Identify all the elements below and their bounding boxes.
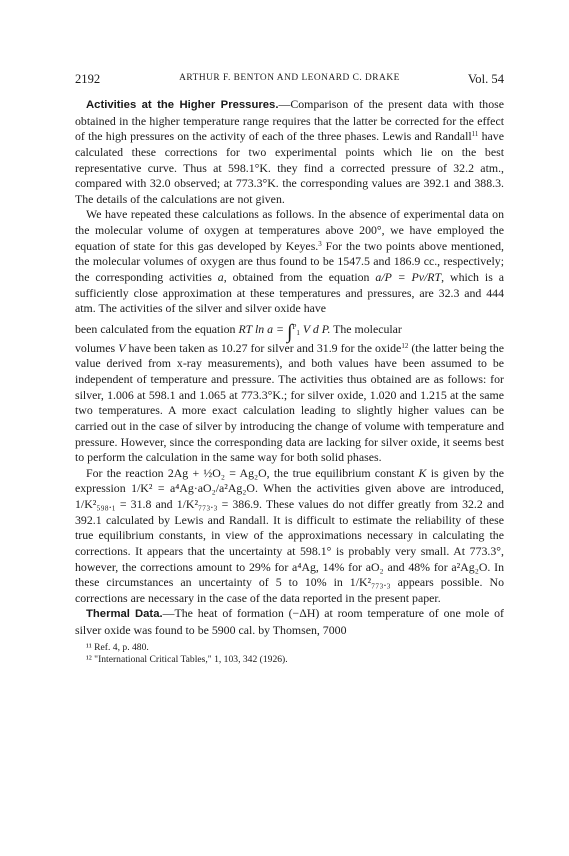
volume-label: Vol. 54: [467, 72, 504, 86]
article-body: [75, 97, 504, 666]
ref-12: 12: [401, 341, 409, 350]
ref-11: 11: [471, 130, 479, 139]
ref-3: 3: [318, 239, 322, 248]
paragraph-volumes: volumes V have been taken as 10.27 for silver and 31.9 for the oxide$^{12}$ (the latter being the value derived from x-ray measurements), and both values have been assumed to be independent of temperature and pressure. The activities thus obtained are as follows: for silver, 1.006 at 598.1 and 1.065 at 773.3°K.; for silver oxide, 1.020 and 1.215 at the same two temperatures. A more exact calculation leading to slightly higher values can be carried out in the case of silver by introducing the change of volume with temperature and pressure. However, since the corresponding data are lacking for silver oxide, it seems best to perform the calculation in the same way for both solid phases.: [75, 340, 505, 465]
paragraph-thermal: Thermal Data.—The heat of formation (−ΔH) at room temperature of one mole of silver oxide was found to be 5900 cal. by Thomsen, 7000: [75, 606, 504, 637]
paragraph-repeated-calculations: We have repeated these calculations as follows. In the absence of experimental data on the molecular volume of oxygen at temperatures above 200°, we have employed the equation of state for this gas developed by Keyes.$^3$ For the two points above mentioned, the molecular volumes of oxygen are thus found to be 1547.5 and 186.9 cc., respectively; the corresponding activities a, obtained from the equation a/P = Pv/RT, which is a sufficiently close approximation at these temperatures and pressures, are 32.3 and 444 atm. The activities of the silver and silver oxide have: [75, 207, 504, 316]
integral-sign: ∫: [287, 320, 293, 343]
paragraph-activities: Activities at the Higher Pressures.—Comparison of the present data with those obtained in the higher temperature range requires that the latter be corrected for the effect of the high pressures on the activity of each of the three phases. Lewis and Randall$^{11}$ have calculated these corrections for two experimental points which lie on the best representative curve. Thus at 598.1°K. they find a corrected pressure of 32.2 atm., compared with 32.0 observed; at 773.3°K. the corresponding values are 392.1 and 388.3. The details of the calculations are not given.: [75, 97, 504, 206]
page-number: 2192: [75, 72, 101, 86]
paragraph-equilibrium: For the reaction 2Ag + ½O₂ = Ag₂O, the true equilibrium constant K is given by the expression 1/K² = a⁴Ag·aO₂/a²Ag₂O. When the activities given above are introduced, 1/K²₅₉₈.₁ = 31.8 and 1/K²₇₇₃.₃ = 386.9. These values do not differ greatly from 32.2 and 392.1 calculated by Lewis and Randall. It is difficult to estimate the reliability of these true equilibrium constants, in view of the approximations necessary in calculating the corrections. It appears that the uncertainty at 598.1° is probably very small. At 773.3°, however, the corrections amount to 29% for a⁴Ag, 14% for aO₂ and 48% for a²Ag₂O. In these circumstances an uncertainty of 5 to 10% in 1/K²₇₇₃.₃ appears possible. No corrections are necessary in the case of the data reported in the present paper.: [75, 465, 505, 605]
page-header: [75, 72, 504, 88]
equation-line: been calculated from the equation RT ln a = ∫$^P_1$ V d P. The molecular: [75, 320, 402, 343]
section-heading-thermal: Thermal Data.: [86, 608, 163, 621]
running-title: ARTHUR F. BENTON AND LEONARD C. DRAKE: [179, 73, 400, 83]
footnote-12: ¹² "International Critical Tables," 1, 103, 342 (1926).: [86, 653, 288, 665]
journal-page: [75, 72, 505, 665]
section-heading-activities: Activities at the Higher Pressures.: [86, 99, 279, 111]
equation-rt-ln-a: RT ln a =: [238, 321, 288, 336]
footnotes: [75, 642, 504, 666]
equation-activity: a/P = Pv/RT: [375, 269, 442, 284]
footnote-11: ¹¹ Ref. 4, p. 480.: [86, 641, 149, 653]
